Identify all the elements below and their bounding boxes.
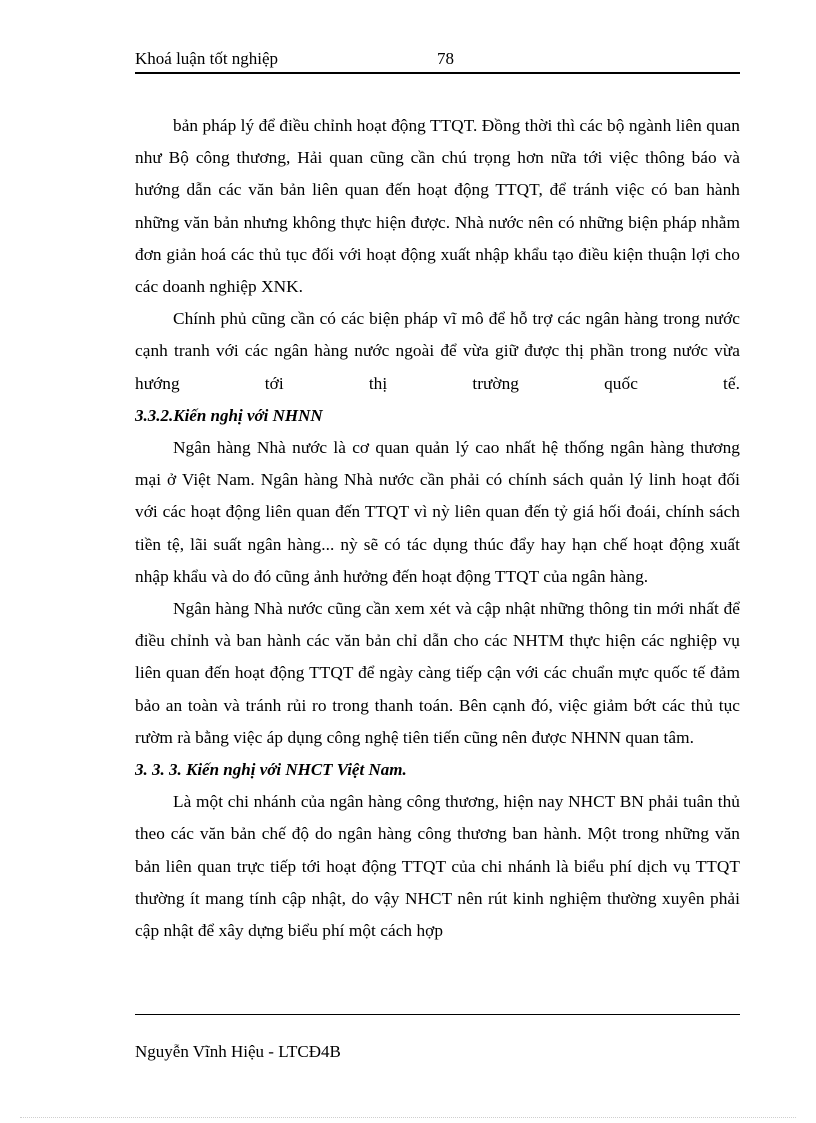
document-title: Khoá luận tốt nghiệp [135,49,279,68]
paragraph: bản pháp lý để điều chỉnh hoạt động TTQT. Đồng thời thì các bộ ngành liên quan như Bộ công thương, Hải quan cũng cần chú trọng hơn nữa tới việc thông báo và hướng dẫn các văn bản liên quan đến hoạt động TTQT, để tránh việc có ban hành những văn bản nhưng không thực hiện được. Nhà nước nên có những biện pháp nhằm đơn giản hoá các thủ tục đối với hoạt động xuất nhập khẩu tạo điều kiện thuận lợi cho các doanh nghiệp XNK. [135,116,740,297]
section-heading: 3. 3. 3. Kiến nghị với NHCT Việt Nam. [135,760,407,780]
paragraph: Ngân hàng Nhà nước là cơ quan quản lý cao nhất hệ thống ngân hàng thương mại ở Việt Nam. Ngân hàng Nhà nước cần phải có chính sách quản lý linh hoạt đối với các hoạt động liên quan đến TTQT vì nỳ liên quan đến tỷ giá hối đoái, chính sách tiền tệ, lãi suất ngân hàng... nỳ sẽ có tác dụng thúc đẩy hay hạn chế hoạt động xuất nhập khẩu và do đó cũng ảnh hưởng đến hoạt động TTQT của ngân hàng. [135,438,740,586]
paragraph: Là một chi nhánh của ngân hàng công thương, hiện nay NHCT BN phải tuân thủ theo các văn bản chế độ do ngân hàng công thương ban hành. Một trong những văn bản liên quan trực tiếp tới hoạt động TTQT của chi nhánh là biểu phí dịch vụ TTQT thường ít mang tính cập nhật, do vậy NHCT nên rút kinh nghiệm thường xuyên phải cập nhật để xây dựng biểu phí một cách hợp [135,792,740,941]
paragraph: Ngân hàng Nhà nước cũng cần xem xét và cập nhật những thông tin mới nhất để điều chỉnh và ban hành các văn bản chỉ dẫn cho các NHTM thực hiện các nghiệp vụ liên quan đến hoạt động TTQT để ngày càng tiếp cận với các chuẩn mực quốc tế đảm bảo an toàn và tránh rủi ro trong thanh toán. Bên cạnh đó, việc giảm bớt các thủ tục rườm rà bằng việc áp dụng công nghệ tiên tiến cũng nên được NHNN quan tâm. [135,599,740,747]
page-header [135,48,740,74]
paragraph: Chính phủ cũng cần có các biện pháp vĩ mô để hỗ trợ các ngân hàng trong nước cạnh tranh với các ngân hàng nước ngoài để vừa giữ được thị phần trong nước vừa hướng tới thị trường quốc tế. [135,309,740,393]
page-bottom-border [20,1117,796,1118]
page-number: 78 [437,49,454,68]
footer-divider [135,1014,740,1015]
footer-author: Nguyễn Vĩnh Hiệu - LTCĐ4B [135,1042,341,1061]
section-heading: 3.3.2.Kiến nghị với NHNN [135,405,323,425]
page-body [135,110,740,947]
